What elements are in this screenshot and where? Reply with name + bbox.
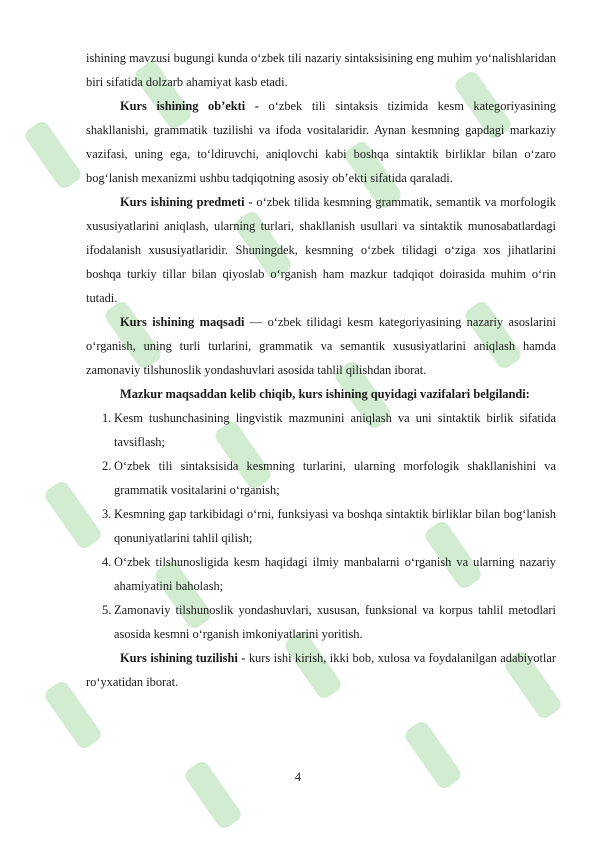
list-item: 5. Zamonaviy tilshunoslik yondashuvlari, xususan, funksional va korpus tahlil metodlari asosida kesmni o‘rganish imkoniyatlarini yoritish. xyxy=(102,603,556,641)
subject-text: o‘zbek tilida kesmning grammatik, semantik va morfologik xususiyatlarini aniqlash, ularning turlari, shakllanish usullari va sintaktik munosabatlardagi ifodalanish xususiyatlaridir. Shuningdek, kesmning o‘zbek tilidagi o‘ziga xos jihatlarini boshqa turkiy tillar bilan qiyoslab o‘rganish ham mazkur tadqiqot doirasida muhim o‘rin tutadi. xyxy=(86,195,556,305)
structure-paragraph xyxy=(86,646,556,694)
page-number: 4 xyxy=(294,770,302,784)
subject-label: Kurs ishining predmeti - xyxy=(120,195,253,209)
structure-text: kurs ishi kirish, ikki bob, xulosa va foydalanilgan adabiyotlar ro‘yxatidan iborat. xyxy=(86,651,556,689)
structure-label: Kurs ishining tuzilishi - xyxy=(120,651,246,665)
goal-paragraph xyxy=(86,310,556,382)
object-text: o‘zbek tili sintaksis tizimida kesm kategoriyasining shakllanishi, grammatik tuzilishi va ifoda vositalaridir. Aynan kesmning gapdagi markaziy vazifasi, uning ega, to‘ldiruvchi, aniqlovchi kabi boshqa sintaktik birliklar bilan o‘zaro bog‘lanish mexanizmi ushbu tadqiqotning asosiy ob’ekti sifatida qaraladi. xyxy=(86,99,557,185)
list-item: 1. Kesm tushunchasining lingvistik mazmunini aniqlash va uni sintaktik birlik sifatida tavsiflash; xyxy=(102,411,556,449)
tasks-list xyxy=(86,406,556,646)
object-label: Kurs ishining ob’ekti - xyxy=(120,99,259,113)
intro-paragraph: ishining mavzusi bugungi kunda o‘zbek tili nazariy sintaksisining eng muhim yo‘nalishlaridan biri sifatida dolzarb ahamiyat kasb etadi. xyxy=(86,51,556,89)
goal-text: — o‘zbek tilidagi kesm kategoriyasining nazariy asoslarini o‘rganish, uning turli turlarini, grammatik va semantik xususiyatlarini aniqlash hamda zamonaviy tilshunoslik yondashuvlari asosida tahlil qilishdan iborat. xyxy=(86,315,556,377)
goal-label: Kurs ishining maqsadi xyxy=(120,315,245,329)
document-page xyxy=(86,46,556,694)
list-item: 4. O‘zbek tilshunosligida kesm haqidagi ilmiy manbalarni o‘rganish va ularning nazariy ahamiyatini baholash; xyxy=(102,555,556,593)
subject-paragraph xyxy=(86,190,556,310)
list-item: 3. Kesmning gap tarkibidagi o‘rni, funksiyasi va boshqa sintaktik birliklar bilan bog‘lanish qonuniyatlarini tahlil qilish; xyxy=(102,507,556,545)
list-item: 2. O‘zbek tili sintaksisida kesmning turlarini, ularning morfologik shakllanishini va grammatik vositalarini o‘rganish; xyxy=(102,459,556,497)
watermark-mark xyxy=(22,119,83,191)
tasks-heading: Mazkur maqsaddan kelib chiqib, kurs ishining quyidagi vazifalari belgilandi: xyxy=(120,387,530,401)
object-paragraph xyxy=(86,94,556,190)
